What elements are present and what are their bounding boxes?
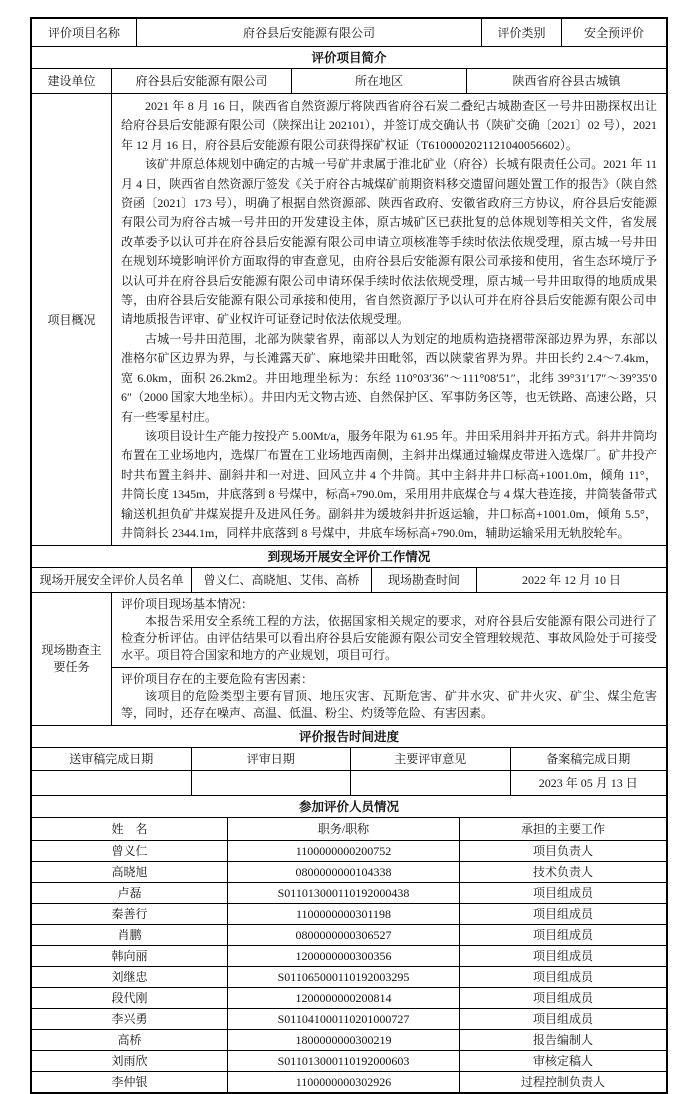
participant-role: 项目组成员 [532,886,593,901]
participant-certificate: 1100000000302926 [228,1072,460,1092]
participant-certificate: S011065000110192003295 [228,967,460,987]
schedule-value-review-opinion [351,771,511,795]
schedule-header-review-date: 评审日期 [192,748,352,770]
participant-role: 技术负责人 [532,865,593,880]
participant-row [32,1051,666,1072]
participant-role: 项目组成员 [532,907,593,922]
overview-label: 项目概况 [32,94,112,545]
participant-name: 李兴勇 [32,1009,228,1029]
schedule-value-draft [32,771,192,795]
participant-row [32,1030,666,1051]
participant-name: 刘继忠 [32,967,228,987]
participant-certificate: S011041000110201000727 [228,1009,460,1029]
participant-role: 项目组成员 [532,928,593,943]
site-basic-status-title: 评价项目现场基本情况： [121,597,254,612]
participant-name: 段代刚 [32,988,228,1008]
staff-label: 现场开展安全评价人员名单 [32,568,192,592]
participant-certificate: 1200000000300356 [228,946,460,966]
participant-row [32,862,666,883]
region-value: 陕西省府谷县古城镇 [512,74,621,88]
project-name-value: 府谷县后安能源有限公司 [137,19,482,46]
category-value: 安全预评价 [583,25,644,40]
participant-role: 审核定稿人 [532,1054,593,1069]
participants-header-row [32,818,666,841]
staff-row [32,568,666,593]
intro-section-title: 评价项目简介 [311,50,387,65]
participant-certificate: S011013000110192000603 [228,1051,460,1071]
survey-tasks-row [32,593,666,726]
overview-paragraph: 该项目设计生产能力按投产 5.00Mt/a，服务年限为 61.95 年。井田采用斜井开拓方式。斜井井筒均布置在工业场地内，选煤厂布置在工业场地西南侧，主斜井出煤通过输煤皮带进入选煤厂。矿井投产时共布置主斜井、副斜井和一对进、回风立井 4 个井筒。其中主斜井井口标高+1001.0m，倾角 11°，井筒长度 1345m，井底落到 8 号煤中，标高+790.0m，采用用井底煤仓与 4 煤大巷连接，井筒装备带式输送机担负矿井煤炭提升及进风任务。副斜井为缓坡斜井折返运输，井口标高+1001.0m，倾角 5.5°，井筒斜长 2344.1m，同样井底落到 8 号煤中，井底车场标高+790.0m，辅助运输采用无轨胶轮车。 [121,428,657,540]
participant-name: 刘雨欣 [32,1051,228,1071]
schedule-header-review-opinion: 主要评审意见 [351,748,511,770]
overview-paragraph: 2021 年 8 月 16 日，陕西省自然资源厅将陕西省府谷石炭二叠纪古城勘查区一号井田勘探权出让给府谷县后安能源有限公司（陕探出让 202101），并签订成交确认书（陕矿交确〔2021〕02 号），2021 年 12 月 16 日，府谷县后安能源有限公司获得探矿权证（T6100002021121040056602）。 [121,99,657,152]
category-label: 评价类别 [482,19,562,46]
hazard-factors-title: 评价项目存在的主要危险有害因素： [121,672,314,687]
overview-text [112,94,666,545]
participant-certificate: 0800000000306527 [228,925,460,945]
survey-tasks-label: 现场勘查主要任务 [32,593,112,725]
participant-name: 高晓旭 [32,862,228,882]
participant-role: 过程控制负责人 [520,1075,605,1090]
participant-name: 李仲银 [32,1072,228,1092]
schedule-value-review-date [192,771,352,795]
region-label: 所在地区 [292,69,467,93]
participant-row [32,988,666,1009]
participant-name: 韩向丽 [32,946,228,966]
participants-header-title: 职务/职称 [228,818,460,840]
participant-row [32,841,666,862]
participant-row [32,967,666,988]
participant-row [32,904,666,925]
participant-certificate: 1100000000301198 [228,904,460,924]
participant-name: 高桥 [32,1030,228,1050]
participants-section-title: 参加评价人员情况 [298,799,399,814]
schedule-section-title: 评价报告时间进度 [298,729,399,744]
participant-row [32,946,666,967]
builder-row [32,69,666,94]
participant-row [32,1072,666,1092]
project-name-label: 评价项目名称 [32,19,137,46]
survey-tasks-content [112,593,666,725]
schedule-header-row [32,748,666,771]
intro-section-row [32,47,666,69]
participant-certificate: 1800000000300219 [228,1030,460,1050]
participant-name: 曾义仁 [32,841,228,861]
participant-certificate: 1200000000200814 [228,988,460,1008]
participants-section-row [32,796,666,818]
builder-label: 建设单位 [32,69,112,93]
survey-time-value: 2022 年 12 月 10 日 [521,573,621,588]
participant-certificate: 0800000000104338 [228,862,460,882]
participant-name: 卢磊 [32,883,228,903]
participant-role: 项目组成员 [532,949,593,964]
participant-name: 秦善行 [32,904,228,924]
participant-role: 报告编制人 [532,1033,593,1048]
overview-paragraph: 该矿井原总体规划中确定的古城一号矿井隶属于淮北矿业（府谷）长城有限责任公司。2021 年 11 月 4 日，陕西省自然资源厅签发《关于府谷古城煤矿前期资料移交遗留问题处置工作的报告》（陕自然资函〔2021〕173 号），明确了根据自然资源部、陕西省政府、安徽省政府三方协议，府谷县后安能源有限公司为府谷古城一号井田的开发建设主体，原古城矿区已获批复的总体规划等相关文件，省发展改革委予以认可并在府谷县后安能源有限公司申请立项核准等手续时依法依规受理，原古城一号井田在规划环境影响评价方面取得的审查意见，由府谷县后安能源有限公司承接和使用，省生态环境厅予以认可并在府谷县后安能源有限公司申请环保手续时依法依规受理，原古城一号井田取得的地质成果等，由府谷县后安能源有限公司承接和使用，省自然资源厅予以认可并在府谷县后安能源有限公司申请地质报告评审、矿业权许可证登记时依法依规受理。 [121,157,657,327]
participant-role: 项目组成员 [532,1012,593,1027]
staff-names: 曾义仁、高晓旭、艾伟、高桥 [192,568,372,592]
participant-role: 项目组成员 [532,991,593,1006]
hazard-factors [112,668,666,725]
schedule-header-draft: 送审稿完成日期 [32,748,192,770]
schedule-header-final: 备案稿完成日期 [546,752,631,767]
schedule-value-final-date: 2023 年 05 月 13 日 [538,776,638,791]
site-work-section-row [32,546,666,568]
builder-value: 府谷县后安能源有限公司 [112,69,292,93]
schedule-value-row [32,771,666,796]
participants-header-work: 承担的主要工作 [520,822,605,837]
participant-row [32,925,666,946]
site-basic-status [112,593,666,668]
participant-role: 项目负责人 [532,844,593,859]
participant-name: 肖鹏 [32,925,228,945]
hazard-factors-body: 该项目的危险类型主要有冒顶、地压灾害、瓦斯危害、矿井水灾、矿井火灾、矿尘、煤尘危害等，同时，还存在噪声、高温、低温、粉尘、灼烫等危险、有害因素。 [121,689,657,721]
participant-row [32,1009,666,1030]
participants-header-name: 姓 名 [32,818,228,840]
overview-row [32,94,666,546]
site-basic-status-body: 本报告采用安全系统工程的方法，依据国家相关规定的要求，对府谷县后安能源有限公司进行了检查分析评估。由评估结果可以看出府谷县后安能源有限公司安全管理较规范、事故风险处于可接受水平。项目符合国家和地方的产业规划，项目可行。 [121,614,657,663]
participant-role: 项目组成员 [532,970,593,985]
survey-time-label: 现场勘查时间 [372,568,477,592]
overview-paragraph: 古城一号井田范围，北部为陕蒙省界，南部以人为划定的地质构造挠褶带深部边界为界，东部以准格尔矿区边界为界，与长滩露天矿、麻地梁井田毗邻，西以陕蒙省界为界。井田长约 2.4～7.4km，宽 6.0km，面积 26.2km2。井田地理坐标为：东经 110°03′36″～111°08′51″，北纬 39°31′17″～39°35′06″（2000 国家大地坐标）。井田内无文物古迹、自然保护区、军事防务区等，也无铁路、高速公路，只有一些零星村庄。 [121,331,658,424]
site-work-section-title: 到现场开展安全评价工作情况 [267,549,431,564]
participant-certificate: S011013000110192000438 [228,883,460,903]
project-name-row [32,19,666,47]
safety-evaluation-form-table [30,17,668,1094]
participant-certificate: 1100000000200752 [228,841,460,861]
schedule-section-row [32,726,666,748]
participant-row [32,883,666,904]
